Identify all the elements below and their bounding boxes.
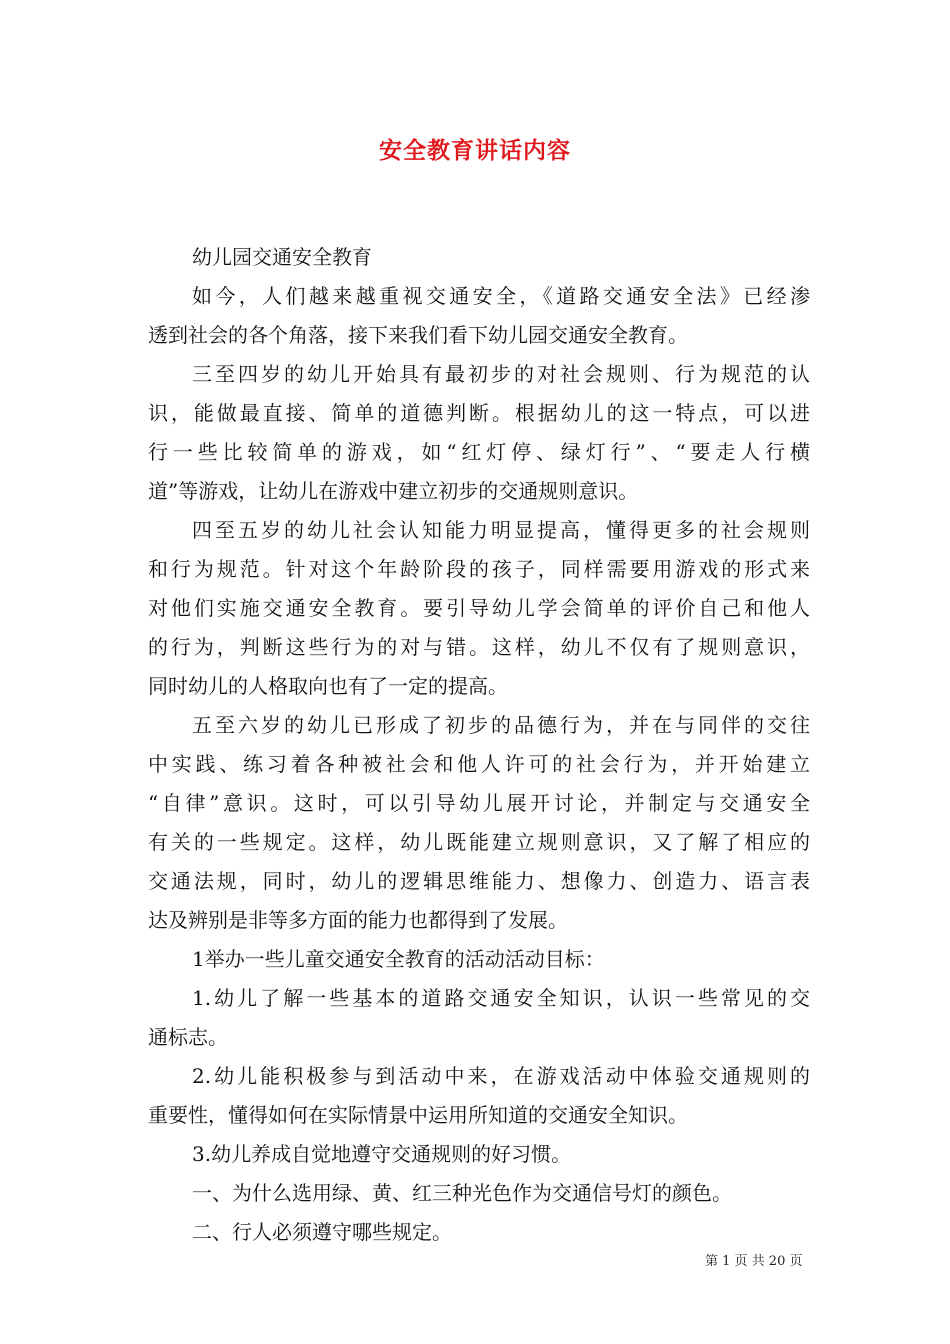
paragraph-line: 和行为规范。针对这个年龄阶段的孩子，同样需要用游戏的形式来 bbox=[148, 557, 810, 581]
paragraph-line: “自律”意识。这时，可以引导幼儿展开讨论，并制定与交通安全 bbox=[148, 791, 810, 815]
paragraph-line: 达及辨别是非等多方面的能力也都得到了发展。 bbox=[148, 908, 568, 932]
list-item-line: 2.幼儿能积极参与到活动中来，在游戏活动中体验交通规则的 bbox=[192, 1064, 810, 1088]
paragraph-line: 三至四岁的幼儿开始具有最初步的对社会规则、行为规范的认 bbox=[192, 362, 810, 386]
paragraph-line: 透到社会的各个角落，接下来我们看下幼儿园交通安全教育。 bbox=[148, 323, 688, 347]
list-item-line: 1.幼儿了解一些基本的道路交通安全知识，认识一些常见的交 bbox=[192, 986, 810, 1010]
document-body bbox=[148, 238, 810, 1252]
paragraph-line: 五至六岁的幼儿已形成了初步的品德行为，并在与同伴的交往 bbox=[192, 713, 810, 737]
page-title: 安全教育讲话内容 bbox=[379, 137, 571, 164]
list-item-line: 3.幼儿养成自觉地遵守交通规则的好习惯。 bbox=[192, 1142, 572, 1166]
paragraph-line: 对他们实施交通安全教育。要引导幼儿学会简单的评价自己和他人 bbox=[148, 596, 810, 620]
question-line: 一、为什么选用绿、黄、红三种光色作为交通信号灯的颜色。 bbox=[192, 1181, 732, 1205]
paragraph-line: 如今，人们越来越重视交通安全，《道路交通安全法》已经渗 bbox=[192, 284, 810, 308]
paragraph-line: 有关的一些规定。这样，幼儿既能建立规则意识，又了解了相应的 bbox=[148, 830, 810, 854]
paragraph-line: 四至五岁的幼儿社会认知能力明显提高，懂得更多的社会规则 bbox=[192, 518, 810, 542]
question-line: 二、行人必须遵守哪些规定。 bbox=[192, 1220, 452, 1244]
paragraph-line: 中实践、练习着各种被社会和他人许可的社会行为，并开始建立 bbox=[148, 752, 810, 776]
section-heading: 幼儿园交通安全教育 bbox=[192, 245, 372, 269]
page-number: 第 1 页 共 20 页 bbox=[705, 1254, 803, 1269]
paragraph-line: 识，能做最直接、简单的道德判断。根据幼儿的这一特点，可以进 bbox=[148, 401, 810, 425]
paragraph-line: 行一些比较简单的游戏，如“红灯停、绿灯行”、“要走人行横 bbox=[148, 440, 810, 464]
list-item-line: 通标志。 bbox=[148, 1025, 228, 1049]
paragraph-line: 同时幼儿的人格取向也有了一定的提高。 bbox=[148, 674, 508, 698]
paragraph-line: 道”等游戏，让幼儿在游戏中建立初步的交通规则意识。 bbox=[148, 479, 639, 503]
paragraph-line: 交通法规，同时，幼儿的逻辑思维能力、想像力、创造力、语言表 bbox=[148, 869, 810, 893]
paragraph-line: 1举办一些儿童交通安全教育的活动活动目标： bbox=[192, 947, 605, 971]
paragraph-line: 的行为，判断这些行为的对与错。这样，幼儿不仅有了规则意识， bbox=[148, 635, 810, 659]
list-item-line: 重要性，懂得如何在实际情景中运用所知道的交通安全知识。 bbox=[148, 1103, 688, 1127]
